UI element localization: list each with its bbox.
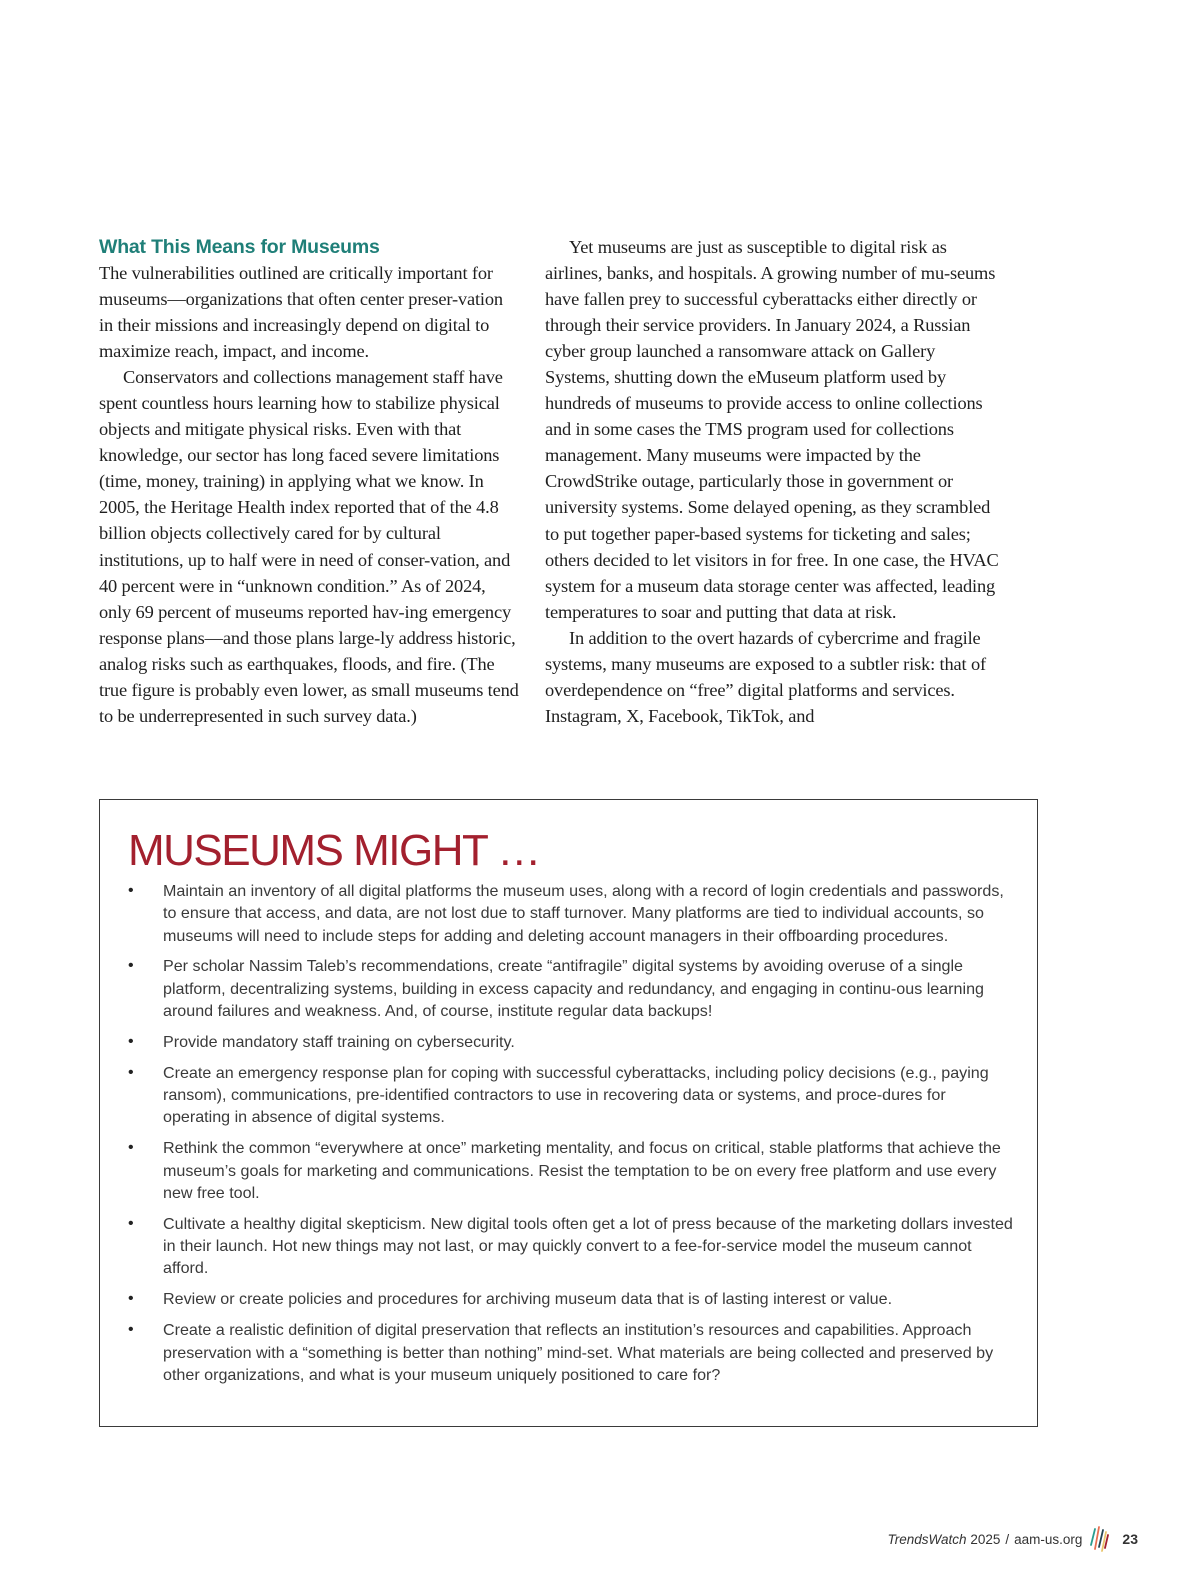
bullet-icon: • <box>128 1290 134 1308</box>
bullet-icon: • <box>128 1063 134 1081</box>
recommendation-list <box>100 880 1037 1395</box>
right-column <box>545 234 1000 729</box>
bullet-icon: • <box>128 882 134 899</box>
body-paragraph: Conservators and collections management staff have spent countless hours learning how to stabilize physical objects and mitigate physical risks. Even with that knowledge, our sector has long faced severe limitations (time, money, training) in applying what we know. In 2005, the Heritage Health index reported that of the 4.8 billion objects collectively cared for by cultural institutions, up to half were in need of conser-vation, and 40 percent were in “unknown condition.” As of 2024, only 69 percent of museums reported hav-ing emergency response plans—and those plans large-ly address historic, analog risks such as earthquakes, floods, and fire. (The true figure is probably even lower, as small museums tend to be underrepresented in such survey data.) <box>99 367 519 726</box>
bullet-icon: • <box>128 1139 134 1157</box>
list-item-text: Create an emergency response plan for coping with successful cyberattacks, including policy decisions (e.g., paying ransom), communications, pre-identified contractors to use in recovering data or systems, and proce-dures for operating in absence of digital systems. <box>163 1063 989 1127</box>
list-item-text: Per scholar Nassim Taleb’s recommendations, create “antifragile” digital systems by avoiding overuse of a single platform, decentralizing systems, building in excess capacity and redundancy, and engaging in continu-ous learning around failures and weakness. And, of course, institute regular data backups! <box>163 957 984 1021</box>
list-item <box>100 955 1037 1022</box>
footer-separator: / <box>1005 1531 1010 1547</box>
list-item-text: Rethink the common “everywhere at once” marketing mentality, and focus on critical, stable platforms that achieve the museum’s goals for marketing and communications. Resist the temptation to be on every free platform and use every new free tool. <box>163 1139 1001 1202</box>
list-item <box>100 1062 1037 1129</box>
section-heading: What This Means for Museums <box>99 236 380 258</box>
body-paragraph: Yet museums are just as susceptible to digital risk as airlines, banks, and hospitals. A growing number of mu-seums have fallen prey to successful cyberattacks either directly or through their service providers. In January 2024, a Russian cyber group launched a ransomware attack on Gallery Systems, shutting down the eMuseum platform used by hundreds of museums to provide access to online collections and in some cases the TMS program used for collections management. Many museums were impacted by the CrowdStrike outage, particularly those in government or university systems. Some delayed opening, as they scrambled to put together paper-based systems for ticketing and sales; others decided to let visitors in for free. In one case, the HVAC system for a museum data storage center was affected, leading temperatures to soar and putting that data at risk. <box>545 237 999 622</box>
aam-stripes-logo-icon <box>1088 1523 1110 1556</box>
bullet-icon: • <box>128 957 134 975</box>
box-title: MUSEUMS MIGHT … <box>128 826 540 875</box>
list-item <box>100 1288 1037 1310</box>
left-column <box>99 234 519 729</box>
list-item <box>100 880 1037 947</box>
bullet-icon: • <box>128 1321 134 1339</box>
page-number: 23 <box>1122 1531 1138 1547</box>
list-item-text: Provide mandatory staff training on cybersecurity. <box>163 1032 515 1051</box>
museums-might-box <box>99 799 1038 1427</box>
website-link[interactable]: aam-us.org <box>1014 1531 1083 1547</box>
body-paragraph: In addition to the overt hazards of cybercrime and fragile systems, many museums are exposed to a subtler risk: that of overdependence on “free” digital platforms and services. Instagram, X, Facebook, TikTok, and <box>545 627 986 726</box>
list-item-text: Review or create policies and procedures for archiving museum data that is of lasting interest or value. <box>163 1290 893 1309</box>
list-item <box>100 1319 1037 1386</box>
bullet-icon: • <box>128 1214 134 1232</box>
list-item-text: Cultivate a healthy digital skepticism. New digital tools often get a lot of press because of the marketing dollars invested in their launch. Hot new things may not last, or may quickly convert to a fee-for-service model the museum cannot afford. <box>163 1214 1013 1278</box>
list-item-text: Maintain an inventory of all digital platforms the museum uses, along with a record of login credentials and passwords, to ensure that access, and data, are not lost due to staff turnover. Many platforms are tied to individual accounts, so museums will need to include steps for adding and deleting account managers in their offboarding procedures. <box>163 882 1004 945</box>
list-item <box>100 1031 1037 1053</box>
list-item <box>100 1137 1037 1204</box>
publication-name: TrendsWatch <box>887 1531 967 1547</box>
page-footer <box>888 1524 1138 1554</box>
list-item-text: Create a realistic definition of digital preservation that reflects an institution’s resources and capabilities. Approach preservation with a “something is better than nothing” mind-set. What materials are being collected and preserved by other organizations, and what is your museum uniquely positioned to care for? <box>163 1321 994 1384</box>
body-paragraph: The vulnerabilities outlined are critically important for museums—organizations that often center preser-vation in their missions and increasingly depend on digital to maximize reach, impact, and income. <box>99 263 503 362</box>
publication-year: 2025 <box>970 1531 1001 1547</box>
list-item <box>100 1213 1037 1280</box>
bullet-icon: • <box>128 1032 134 1050</box>
